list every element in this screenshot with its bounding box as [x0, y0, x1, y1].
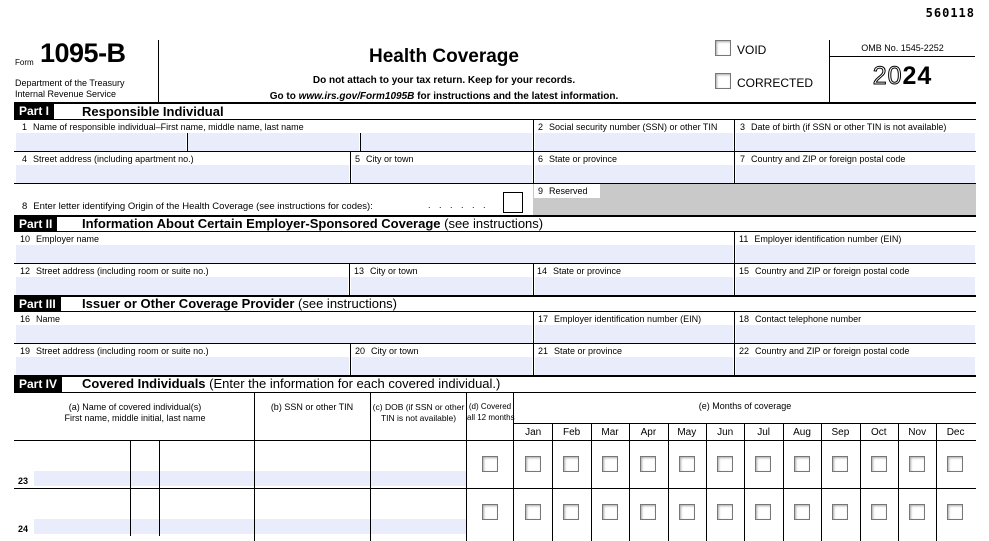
- part3-title-text: Issuer or Other Coverage Provider: [82, 296, 295, 311]
- field-15-label: 15 Country and ZIP or foreign postal code: [739, 266, 910, 276]
- month-header-sep: Sep: [831, 427, 850, 438]
- corrected-checkbox[interactable]: [715, 73, 731, 89]
- field-17-label: 17 Employer identification number (EIN): [538, 314, 702, 324]
- issuer-city-input[interactable]: [352, 357, 532, 375]
- part2-title-text: Information About Certain Employer-Sponsored Coverage: [82, 216, 441, 231]
- month-header-jan: Jan: [525, 427, 542, 438]
- month-header-apr: Apr: [640, 427, 657, 438]
- dob-input-row-24[interactable]: [371, 519, 466, 534]
- field-10-label: 10 Employer name: [20, 234, 100, 244]
- col-a-header-2: First name, middle initial, last name: [64, 413, 206, 423]
- issuer-ein-input[interactable]: [535, 325, 733, 343]
- field-11-label: 11 Employer identification number (EIN): [739, 234, 902, 244]
- void-checkbox[interactable]: [715, 40, 731, 56]
- part1-title: [82, 104, 224, 119]
- employer-state-input[interactable]: [535, 277, 733, 295]
- instruction-suffix: for instructions and the latest information.: [414, 91, 619, 102]
- month-header-oct: Oct: [871, 427, 887, 438]
- year-light: 20: [872, 62, 903, 90]
- jan-checkbox-row-24[interactable]: [525, 504, 541, 520]
- part3-title: [82, 296, 397, 311]
- dec-checkbox-row-24[interactable]: [947, 504, 963, 520]
- jul-checkbox-row-24[interactable]: [755, 504, 771, 520]
- year-bold: 24: [902, 62, 933, 90]
- field-21-label: 21 State or province: [538, 346, 623, 356]
- part4-tag: Part IV: [14, 377, 62, 392]
- feb-checkbox-row-23[interactable]: [563, 456, 579, 472]
- form-word: Form: [15, 58, 34, 67]
- issuer-name-input[interactable]: [16, 325, 532, 343]
- ssn-input-row-23[interactable]: [255, 471, 370, 486]
- jul-checkbox-row-23[interactable]: [755, 456, 771, 472]
- field-8-label: 8 Enter letter identifying Origin of the Health Coverage (see instructions for codes):: [22, 201, 373, 212]
- col-d-header-2: all 12 months: [467, 413, 515, 422]
- month-header-aug: Aug: [793, 427, 811, 438]
- void-label: VOID: [737, 43, 767, 57]
- tax-year: [830, 62, 975, 91]
- jun-checkbox-row-23[interactable]: [717, 456, 733, 472]
- nov-checkbox-row-24[interactable]: [909, 504, 925, 520]
- sep-checkbox-row-23[interactable]: [832, 456, 848, 472]
- part4-title-text: Covered Individuals: [82, 376, 206, 391]
- employer-street-input[interactable]: [16, 277, 348, 295]
- field-13-label: 13 City or town: [354, 266, 418, 276]
- dept-irs: Internal Revenue Service: [15, 89, 117, 99]
- all-12-months-checkbox-row-23[interactable]: [482, 456, 498, 472]
- employer-ein-input[interactable]: [736, 245, 975, 263]
- field-1-label: 1 Name of responsible individual–First name, middle name, last name: [22, 122, 304, 132]
- field-4-label: 4 Street address (including apartment no.): [22, 154, 194, 164]
- first-name-input-row-23[interactable]: [34, 471, 130, 486]
- state-input[interactable]: [535, 165, 733, 183]
- contact-phone-input[interactable]: [736, 325, 975, 343]
- dob-input[interactable]: [736, 133, 975, 151]
- irs-link[interactable]: www.irs.gov/Form1095B: [298, 91, 415, 102]
- header-instruction-1: Do not attach to your tax return. Keep for your records.: [312, 75, 576, 86]
- employer-city-input[interactable]: [351, 277, 532, 295]
- month-header-jun: Jun: [717, 427, 734, 438]
- part3-title-note: (see instructions): [294, 296, 398, 311]
- middle-name-input[interactable]: [188, 133, 359, 151]
- field-2-label: 2 Social security number (SSN) or other TIN: [538, 122, 718, 132]
- col-a-header-1: (a) Name of covered individual(s): [68, 402, 202, 412]
- city-input[interactable]: [352, 165, 532, 183]
- month-header-mar: Mar: [601, 427, 619, 438]
- sep-checkbox-row-24[interactable]: [832, 504, 848, 520]
- field-22-label: 22 Country and ZIP or foreign postal code: [739, 346, 910, 356]
- middle-initial-input-row-24[interactable]: [131, 519, 159, 534]
- street-address-input[interactable]: [16, 165, 349, 183]
- oct-checkbox-row-24[interactable]: [871, 504, 887, 520]
- may-checkbox-row-24[interactable]: [679, 504, 695, 520]
- month-header-feb: Feb: [562, 427, 581, 438]
- dob-input-row-23[interactable]: [371, 471, 466, 486]
- mar-checkbox-row-23[interactable]: [602, 456, 618, 472]
- part1-tag: Part I: [14, 104, 54, 119]
- aug-checkbox-row-23[interactable]: [794, 456, 810, 472]
- zip-input[interactable]: [736, 165, 975, 183]
- nov-checkbox-row-23[interactable]: [909, 456, 925, 472]
- field-14-label: 14 State or province: [537, 266, 622, 276]
- jan-checkbox-row-23[interactable]: [525, 456, 541, 472]
- dec-checkbox-row-23[interactable]: [947, 456, 963, 472]
- col-c-header-1: (c) DOB (if SSN or other: [372, 402, 465, 412]
- feb-checkbox-row-24[interactable]: [563, 504, 579, 520]
- month-header-dec: Dec: [946, 427, 965, 438]
- ssn-input-row-24[interactable]: [255, 519, 370, 534]
- issuer-zip-input[interactable]: [736, 357, 975, 375]
- first-name-input[interactable]: [16, 133, 186, 151]
- issuer-state-input[interactable]: [535, 357, 733, 375]
- col-e-header: (e) Months of coverage: [698, 401, 792, 411]
- part2-title-note: (see instructions): [440, 216, 544, 231]
- ssn-input[interactable]: [535, 133, 733, 151]
- apr-checkbox-row-23[interactable]: [640, 456, 656, 472]
- part1-title-text: Responsible Individual: [82, 104, 224, 119]
- first-name-input-row-24[interactable]: [34, 519, 130, 534]
- apr-checkbox-row-24[interactable]: [640, 504, 656, 520]
- col-d-header-1: (d) Covered: [468, 402, 512, 411]
- middle-initial-input-row-23[interactable]: [131, 471, 159, 486]
- may-checkbox-row-23[interactable]: [679, 456, 695, 472]
- mar-checkbox-row-24[interactable]: [602, 504, 618, 520]
- form-code: 560118: [925, 6, 975, 20]
- form-title: Health Coverage: [369, 46, 519, 67]
- month-header-may: May: [677, 427, 697, 438]
- col-b-header: (b) SSN or other TIN: [270, 402, 354, 412]
- oct-checkbox-row-23[interactable]: [871, 456, 887, 472]
- all-12-months-checkbox-row-24[interactable]: [482, 504, 498, 520]
- col-c-header-2: TIN is not available): [380, 413, 457, 423]
- part3-tag: Part III: [14, 297, 61, 312]
- origin-code-input[interactable]: [503, 192, 523, 213]
- field-18-label: 18 Contact telephone number: [739, 314, 862, 324]
- omb-number: OMB No. 1545-2252: [861, 43, 944, 53]
- corrected-label: CORRECTED: [737, 76, 814, 90]
- employer-zip-input[interactable]: [736, 277, 975, 295]
- row-number-23: 23: [18, 476, 29, 486]
- part4-title-note: (Enter the information for each covered individual.): [205, 376, 501, 391]
- last-name-input[interactable]: [361, 133, 532, 151]
- field-7-label: 7 Country and ZIP or foreign postal code: [740, 154, 906, 164]
- part2-tag: Part II: [14, 217, 57, 232]
- last-name-input-row-23[interactable]: [160, 471, 254, 486]
- field-20-label: 20 City or town: [355, 346, 419, 356]
- field-8-dots: . . . . . .: [428, 200, 489, 210]
- field-16-label: 16 Name: [20, 314, 61, 324]
- jun-checkbox-row-24[interactable]: [717, 504, 733, 520]
- instruction-prefix: Go to: [269, 91, 299, 102]
- field-19-label: 19 Street address (including room or suite no.): [20, 346, 209, 356]
- field-6-label: 6 State or province: [538, 154, 618, 164]
- form-number: 1095-B: [40, 38, 126, 68]
- issuer-street-input[interactable]: [16, 357, 349, 375]
- month-header-nov: Nov: [908, 427, 927, 438]
- row-number-24: 24: [18, 524, 29, 534]
- header-instruction-2: [158, 91, 730, 102]
- month-header-jul: Jul: [757, 427, 770, 438]
- field-9-label: 9 Reserved: [538, 186, 588, 196]
- last-name-input-row-24[interactable]: [160, 519, 254, 534]
- aug-checkbox-row-24[interactable]: [794, 504, 810, 520]
- field-12-label: 12 Street address (including room or suite no.): [20, 266, 209, 276]
- part2-title: [82, 216, 543, 231]
- dept-treasury: Department of the Treasury: [15, 78, 125, 88]
- employer-name-input[interactable]: [16, 245, 733, 263]
- field-3-label: 3 Date of birth (if SSN or other TIN is not available): [740, 122, 947, 132]
- part4-title: [82, 376, 500, 391]
- field-5-label: 5 City or town: [355, 154, 414, 164]
